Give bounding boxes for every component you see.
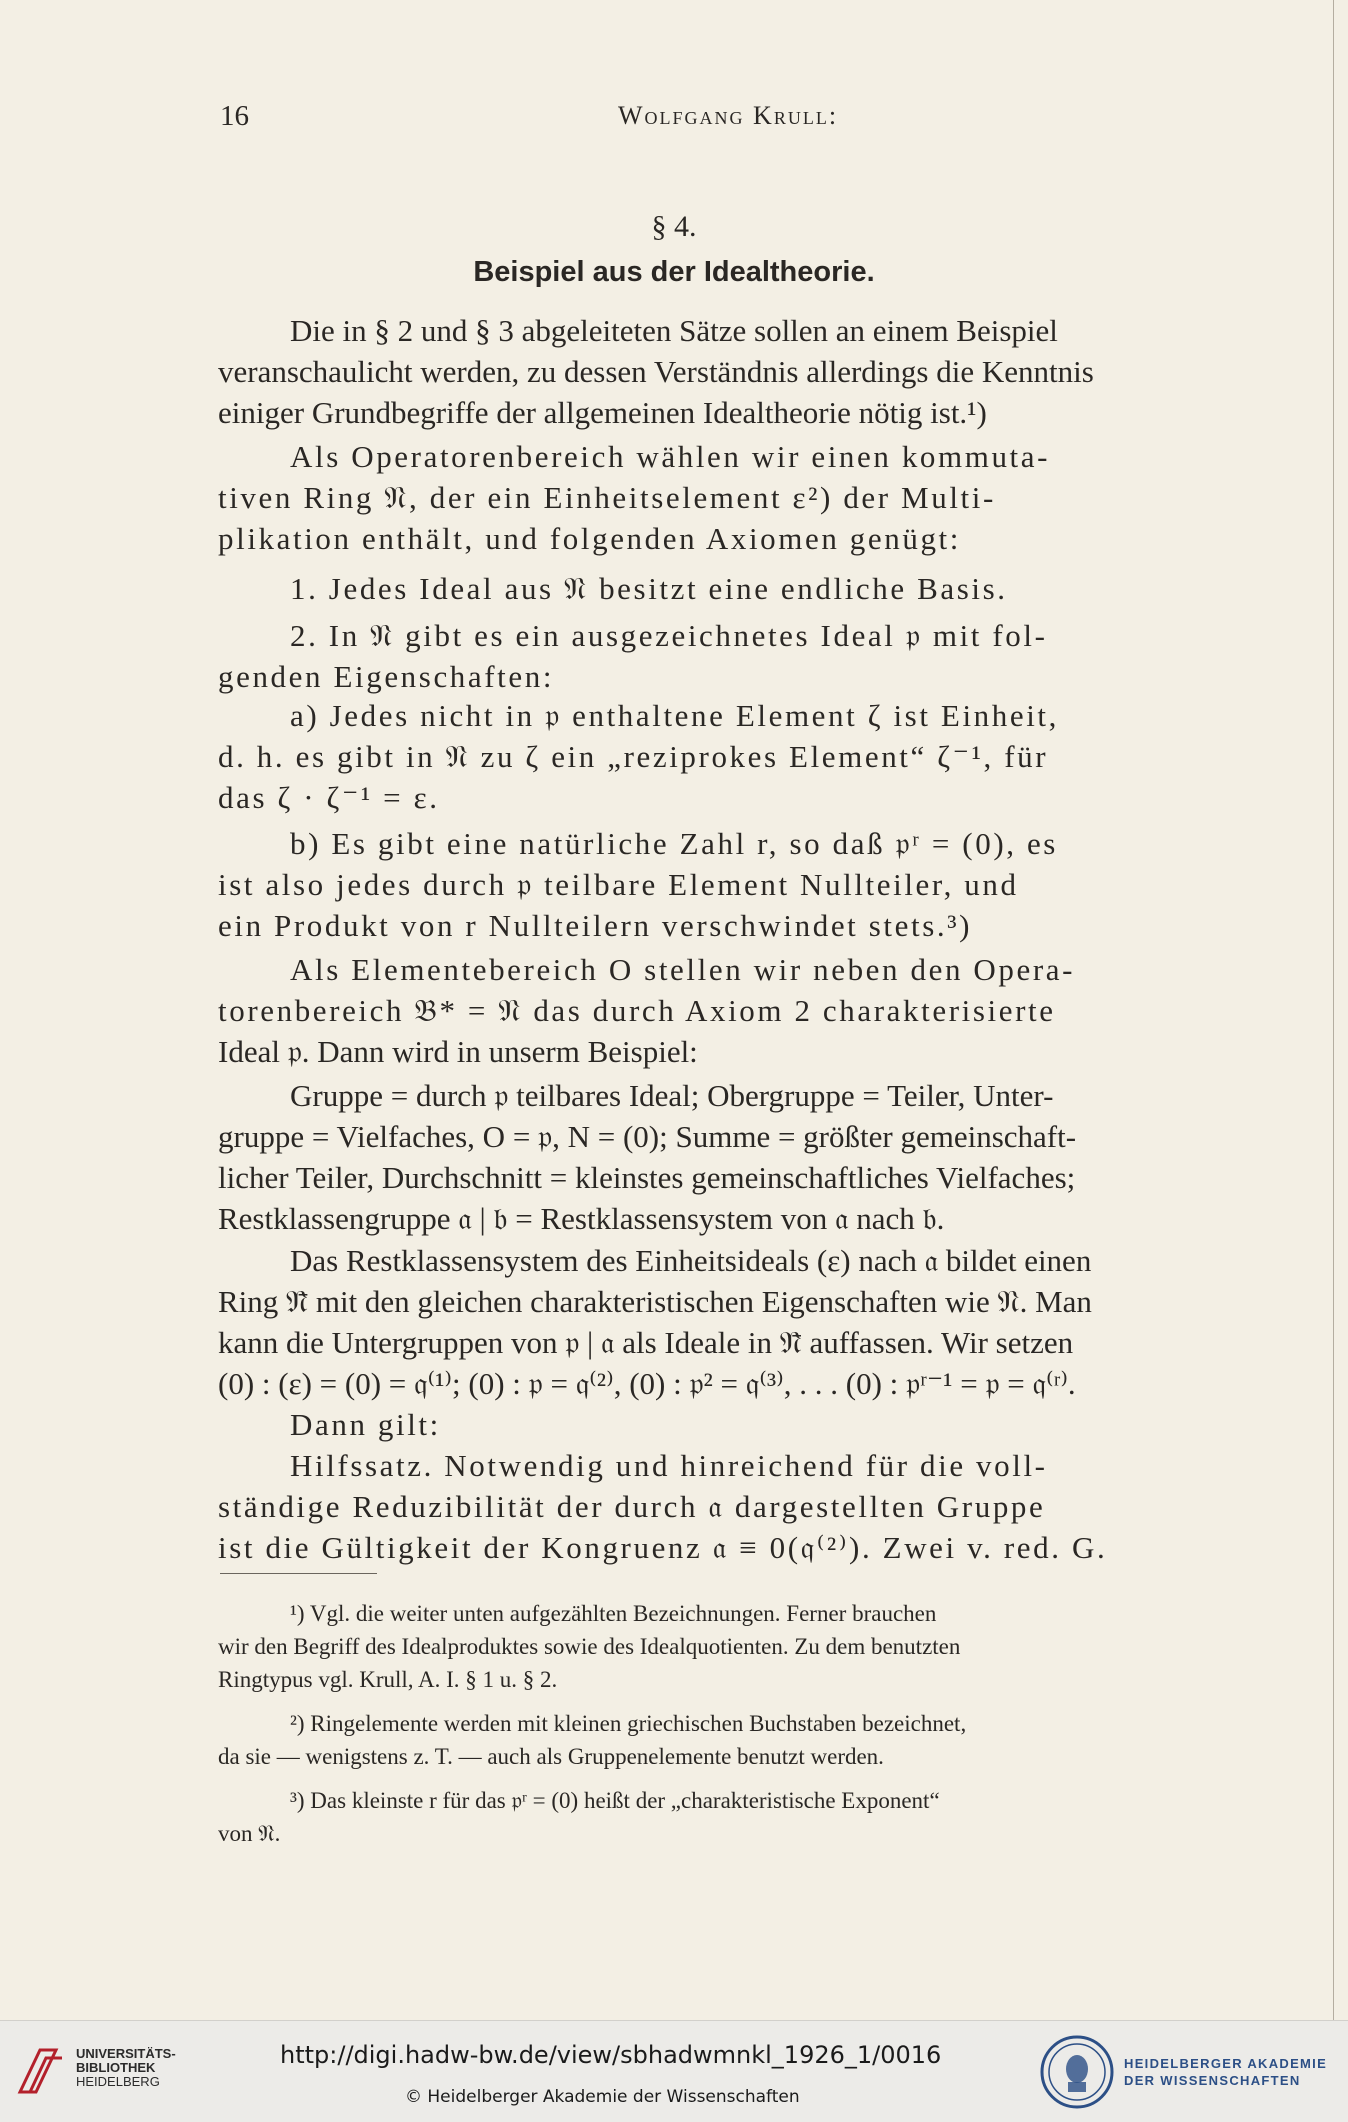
body-line: d. h. es gibt in 𝔑 zu ζ ein „reziprokes Element“ ζ⁻¹, für xyxy=(218,739,1049,774)
running-head: Wolfgang Krull: xyxy=(618,101,839,130)
university-library-name: UNIVERSITÄTS- BIBLIOTHEK HEIDELBERG xyxy=(76,2046,176,2089)
formula-line: (0) : (ε) = (0) = 𝔮⁽¹⁾; (0) : 𝔭 = 𝔮⁽²⁾, (0) : 𝔭² = 𝔮⁽³⁾, . . . (0) : 𝔭ʳ⁻¹ = 𝔭 = 𝔮⁽ʳ⁾. xyxy=(218,1366,1076,1401)
body-line: tiven Ring 𝔑, der ein Einheitselement ε²) der Multi- xyxy=(218,480,996,515)
section-title: Beispiel aus der Idealtheorie. xyxy=(473,256,875,288)
body-line: Ideal 𝔭. Dann wird in unserm Beispiel: xyxy=(218,1034,698,1069)
copyright-notice: © Heidelberger Akademie der Wissenschaften xyxy=(405,2087,800,2107)
section-number: § 4. xyxy=(651,210,697,243)
academy-seal-icon xyxy=(1038,2033,1116,2111)
page-edge-shadow xyxy=(1333,0,1334,2020)
body-line: Dann gilt: xyxy=(290,1407,441,1442)
lemma-line: Hilfssatz. Notwendig und hinreichend für die voll- xyxy=(290,1448,1048,1483)
body-line: Gruppe = durch 𝔭 teilbares Ideal; Obergruppe = Teiler, Unter- xyxy=(290,1078,1054,1113)
body-line: torenbereich 𝔅* = 𝔑 das durch Axiom 2 charakterisierte xyxy=(218,993,1056,1028)
body-line: gruppe = Vielfaches, O = 𝔭, N = (0); Summe = größter gemeinschaft- xyxy=(218,1119,1077,1154)
body-line: Als Elementebereich O stellen wir neben den Opera- xyxy=(290,952,1076,987)
body-line: genden Eigenschaften: xyxy=(218,659,555,694)
document-url-link[interactable]: http://digi.hadw-bw.de/view/sbhadwmnkl_1926_1/0016 xyxy=(280,2041,942,2069)
body-line: Ring 𝔑̄ mit den gleichen charakteristischen Eigenschaften wie 𝔑. Man xyxy=(218,1284,1092,1319)
body-line: kann die Untergruppen von 𝔭 | 𝔞 als Ideale in 𝔑̄ auffassen. Wir setzen xyxy=(218,1325,1074,1360)
page-number: 16 xyxy=(220,100,249,132)
body-line: das ζ · ζ⁻¹ = ε. xyxy=(218,780,440,815)
axiom-2: 2. In 𝔑 gibt es ein ausgezeichnetes Ideal 𝔭 mit fol- xyxy=(290,618,1048,653)
footnote-rule xyxy=(220,1573,377,1574)
body-line: licher Teiler, Durchschnitt = kleinstes gemeinschaftliches Vielfaches; xyxy=(218,1160,1076,1195)
body-line: Die in § 2 und § 3 abgeleiteten Sätze sollen an einem Beispiel xyxy=(290,313,1058,348)
viewer-footer xyxy=(0,2020,1348,2122)
footnote-1: ¹) Vgl. die weiter unten aufgezählten Bezeichnungen. Ferner brauchen xyxy=(290,1601,937,1626)
body-line: Das Restklassensystem des Einheitsideals (ε) nach 𝔞 bildet einen xyxy=(290,1243,1092,1278)
university-library-logo-icon xyxy=(16,2046,68,2098)
property-b: b) Es gibt eine natürliche Zahl r, so daß 𝔭ʳ = (0), es xyxy=(290,826,1058,861)
body-line: einiger Grundbegriffe der allgemeinen Idealtheorie nötig ist.¹) xyxy=(218,395,987,430)
body-line: Als Operatorenbereich wählen wir einen kommuta- xyxy=(290,439,1051,474)
body-line: veranschaulicht werden, zu dessen Verständnis allerdings die Kenntnis xyxy=(218,354,1094,389)
axiom-1: 1. Jedes Ideal aus 𝔑 besitzt eine endliche Basis. xyxy=(290,571,1008,606)
body-line: ein Produkt von r Nullteilern verschwindet stets.³) xyxy=(218,908,973,943)
footnote-3: ³) Das kleinste r für das 𝔭ʳ = (0) heißt der „charakteristische Exponent“ xyxy=(290,1788,940,1813)
body-line: ist die Gültigkeit der Kongruenz 𝔞 ≡ 0(𝔮⁽²⁾). Zwei v. red. G. xyxy=(218,1530,1108,1565)
footnote-line: wir den Begriff des Idealproduktes sowie des Idealquotienten. Zu dem benutzten xyxy=(218,1634,961,1659)
footnote-line: Ringtypus vgl. Krull, A. I. § 1 u. § 2. xyxy=(218,1667,558,1692)
body-line: ist also jedes durch 𝔭 teilbare Element Nullteiler, und xyxy=(218,867,1019,902)
body-line: plikation enthält, und folgenden Axiomen genügt: xyxy=(218,521,961,556)
property-a: a) Jedes nicht in 𝔭 enthaltene Element ζ ist Einheit, xyxy=(290,698,1059,733)
academy-name: HEIDELBERGER AKADEMIE DER WISSENSCHAFTEN xyxy=(1124,2056,1328,2088)
body-line: ständige Reduzibilität der durch 𝔞 dargestellten Gruppe xyxy=(218,1489,1046,1524)
footnote-line: da sie — wenigstens z. T. — auch als Gruppenelemente benutzt werden. xyxy=(218,1744,884,1769)
footnote-2: ²) Ringelemente werden mit kleinen griechischen Buchstaben bezeichnet, xyxy=(290,1711,967,1736)
body-line: Restklassengruppe 𝔞 | 𝔟 = Restklassensystem von 𝔞 nach 𝔟. xyxy=(218,1201,945,1236)
footnote-line: von 𝔑. xyxy=(218,1821,281,1846)
